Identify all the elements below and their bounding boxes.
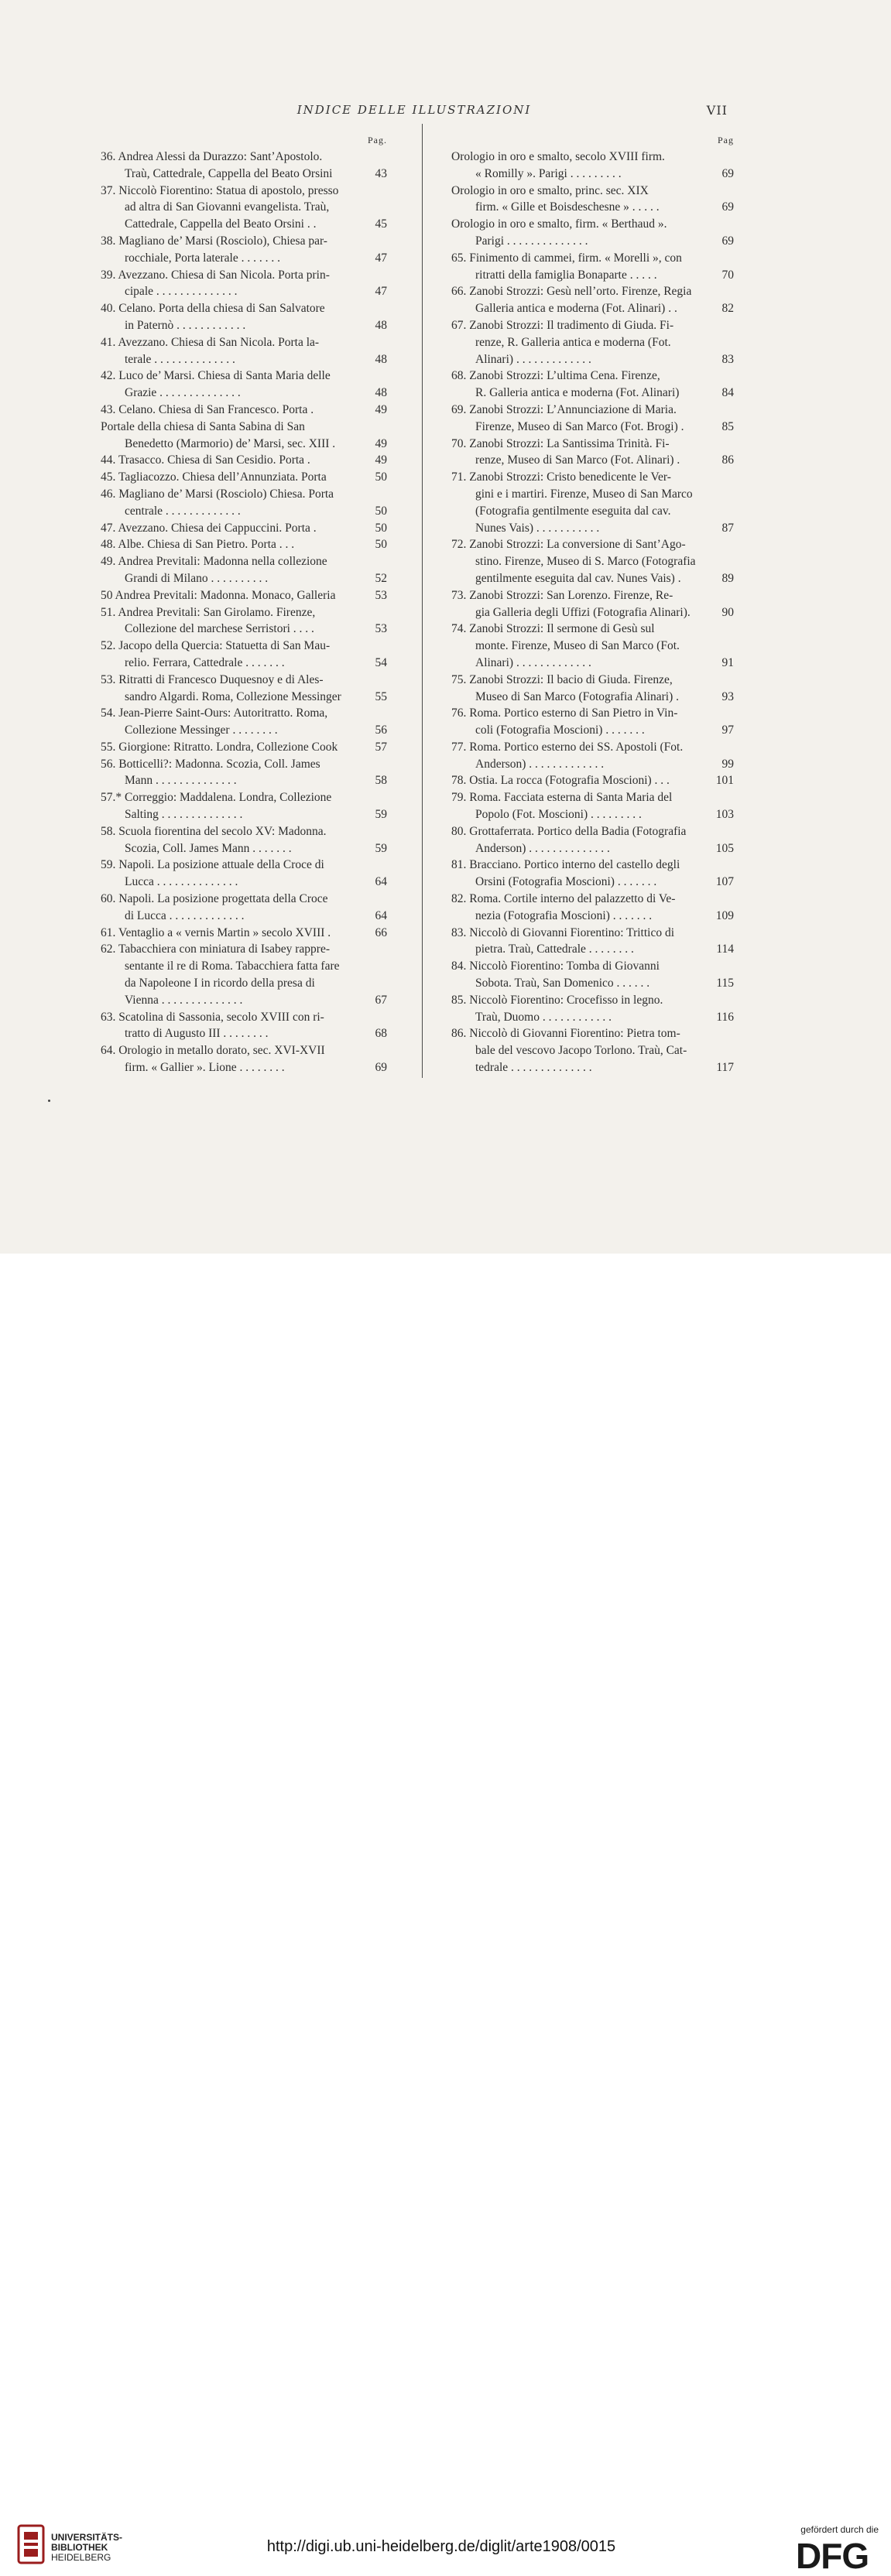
- toc-entry-line: Grandi di Milano . . . . . . . . . .: [125, 571, 269, 585]
- toc-entry-line: 54. Jean-Pierre Saint-Ours: Autoritratto. Roma,: [101, 706, 328, 720]
- footer-bar: [0, 1254, 891, 2576]
- toc-entry-line: 38. Magliano de’ Marsi (Rosciolo), Chiesa par-: [101, 234, 327, 248]
- toc-page-number: 48: [375, 386, 387, 400]
- toc-entry-line: Anderson) . . . . . . . . . . . . . .: [475, 841, 610, 855]
- toc-page-number: 87: [721, 521, 734, 535]
- toc-entry-line: 80. Grottaferrata. Portico della Badia (Fotografia: [451, 824, 687, 838]
- toc-page-number: 93: [721, 689, 734, 703]
- toc-entry-line: Alinari) . . . . . . . . . . . . .: [475, 352, 591, 366]
- toc-entry: [91, 419, 387, 453]
- toc-entry-line: tedrale . . . . . . . . . . . . . .: [475, 1061, 592, 1075]
- toc-entry-line: 79. Roma. Facciata esterna di Santa Maria del: [451, 791, 673, 805]
- toc-page-number: 43: [375, 166, 387, 180]
- university-seal-icon: [17, 2523, 45, 2566]
- toc-entry: [91, 739, 387, 756]
- toc-entry-line: 81. Bracciano. Portico interno del castello degli: [451, 858, 680, 872]
- toc-entry: [441, 1025, 734, 1076]
- left-column: [91, 132, 387, 1076]
- toc-entry-line: di Lucca . . . . . . . . . . . . .: [125, 908, 245, 922]
- toc-entry-line: Firenze, Museo di San Marco (Fot. Brogi) .: [475, 419, 684, 433]
- toc-entry-line: 45. Tagliacozzo. Chiesa dell’Annunziata. Porta: [101, 470, 327, 484]
- toc-entry: [441, 621, 734, 671]
- toc-entry-line: firm. « Gille et Boisdeschesne » . . . . .: [475, 200, 660, 214]
- toc-entry-line: 66. Zanobi Strozzi: Gesù nell’orto. Firenze, Regia: [451, 285, 692, 299]
- toc-entry-line: 74. Zanobi Strozzi: Il sermone di Gesù sul: [451, 622, 655, 636]
- toc-entry-line: Collezione del marchese Serristori . . . .: [125, 622, 314, 636]
- toc-entry-line: 64. Orologio in metallo dorato, sec. XVI-XVII: [101, 1044, 325, 1058]
- toc-entry-line: 67. Zanobi Strozzi: Il tradimento di Giuda. Fi-: [451, 318, 674, 332]
- toc-page-number: 67: [375, 993, 387, 1007]
- toc-entry-line: gia Galleria degli Uffizi (Fotografia Alinari).: [475, 605, 691, 619]
- toc-entry: [441, 925, 734, 959]
- toc-page-number: 52: [375, 571, 387, 585]
- toc-entry-line: ad altra di San Giovanni evangelista. Traù,: [125, 200, 330, 214]
- toc-page-number: 68: [375, 1027, 387, 1041]
- toc-entry: [441, 368, 734, 402]
- toc-entry: [441, 772, 734, 789]
- toc-entry-line: Lucca . . . . . . . . . . . . . .: [125, 875, 238, 889]
- toc-page-number: 66: [375, 925, 387, 939]
- toc-entry: [91, 334, 387, 368]
- toc-page-number: 97: [721, 724, 734, 737]
- toc-entry: [441, 402, 734, 436]
- toc-page-number: 53: [375, 622, 387, 636]
- toc-entry-line: terale . . . . . . . . . . . . . .: [125, 352, 235, 366]
- toc-entry-line: 65. Finimento di cammei, firm. « Morelli », con: [451, 251, 682, 265]
- university-name: [51, 2533, 122, 2563]
- toc-entry-line: Traù, Duomo . . . . . . . . . . . .: [475, 1010, 612, 1024]
- pag-label-left: Pag.: [368, 135, 387, 145]
- toc-page-number: 85: [721, 419, 734, 433]
- university-line-2: BIBLIOTHEK: [51, 2542, 108, 2553]
- university-line-1: UNIVERSITÄTS-: [51, 2532, 123, 2543]
- toc-page-number: 90: [721, 605, 734, 619]
- toc-page-number: 49: [375, 436, 387, 450]
- toc-entry-line: Sobota. Traù, San Domenico . . . . . .: [475, 977, 650, 990]
- toc-entry: [91, 486, 387, 520]
- toc-entry-line: 52. Jacopo della Quercia: Statuetta di San Mau-: [101, 639, 331, 653]
- toc-entry-line: 46. Magliano de’ Marsi (Rosciolo) Chiesa. Porta: [101, 487, 334, 501]
- toc-entry: [91, 756, 387, 790]
- toc-entry: [91, 587, 387, 604]
- toc-entry: [91, 267, 387, 301]
- toc-entry: [91, 368, 387, 402]
- toc-page-number: 49: [375, 402, 387, 416]
- toc-page-number: 50: [375, 521, 387, 535]
- toc-page-number: 50: [375, 538, 387, 552]
- toc-page-number: 48: [375, 318, 387, 332]
- toc-entry-line: « Romilly ». Parigi . . . . . . . . .: [475, 166, 622, 180]
- toc-page-number: 54: [375, 655, 387, 669]
- toc-entry: [91, 925, 387, 942]
- toc-entry: [91, 604, 387, 638]
- toc-entry: [91, 823, 387, 857]
- toc-page-number: 49: [375, 453, 387, 467]
- toc-page-number: 101: [715, 774, 734, 788]
- toc-entry-line: Galleria antica e moderna (Fot. Alinari) . .: [475, 302, 677, 316]
- toc-page-number: 56: [375, 724, 387, 737]
- right-column: [441, 132, 734, 1076]
- toc-entry: [441, 823, 734, 857]
- toc-entry-line: 40. Celano. Porta della chiesa di San Salvatore: [101, 302, 325, 316]
- toc-entry-line: 41. Avezzano. Chiesa di San Nicola. Porta la-: [101, 335, 320, 349]
- toc-entry-line: da Napoleone I in ricordo della presa di: [125, 977, 315, 990]
- toc-entry: [91, 452, 387, 469]
- toc-entry-line: 76. Roma. Portico esterno di San Pietro in Vin-: [451, 706, 678, 720]
- toc-page-number: 50: [375, 470, 387, 484]
- toc-entry: [91, 891, 387, 925]
- toc-entry-line: 47. Avezzano. Chiesa dei Cappuccini. Porta .: [101, 521, 317, 535]
- toc-entry: [91, 672, 387, 706]
- toc-entry-line: Mann . . . . . . . . . . . . . .: [125, 774, 237, 788]
- university-line-3: HEIDELBERG: [51, 2552, 111, 2563]
- toc-entry-line: 85. Niccolò Fiorentino: Crocefisso in legno.: [451, 993, 663, 1007]
- toc-page-number: 114: [716, 942, 734, 956]
- toc-entry: [91, 705, 387, 739]
- toc-entry: [91, 520, 387, 537]
- toc-entry: [441, 992, 734, 1026]
- toc-entry-line: nezia (Fotografia Moscioni) . . . . . . .: [475, 908, 653, 922]
- toc-entry-line: renze, R. Galleria antica e moderna (Fot.: [475, 335, 671, 349]
- toc-entry-line: 49. Andrea Previtali: Madonna nella collezione: [101, 555, 327, 569]
- toc-entry-line: 48. Albe. Chiesa di San Pietro. Porta . . .: [101, 538, 295, 552]
- toc-page-number: 103: [715, 808, 734, 822]
- toc-entry: [91, 553, 387, 587]
- toc-page-number: 105: [715, 841, 734, 855]
- toc-entry-line: 37. Niccolò Fiorentino: Statua di apostolo, presso: [101, 183, 339, 197]
- toc-entry-line: 84. Niccolò Fiorentino: Tomba di Giovanni: [451, 960, 660, 973]
- toc-entry-line: ritratti della famiglia Bonaparte . . . . .: [475, 268, 657, 282]
- toc-entry-line: 55. Giorgione: Ritratto. Londra, Collezione Cook: [101, 740, 338, 754]
- toc-entry: [91, 536, 387, 553]
- toc-entry-line: 72. Zanobi Strozzi: La conversione di Sant’Ago-: [451, 538, 686, 552]
- toc-entry-line: 42. Luco de’ Marsi. Chiesa di Santa Maria delle: [101, 369, 331, 383]
- toc-entry-line: sandro Algardi. Roma, Collezione Messinger: [125, 689, 341, 703]
- toc-entry-line: 70. Zanobi Strozzi: La Santissima Trinità. Fi-: [451, 436, 670, 450]
- toc-page-number: 57: [375, 740, 387, 754]
- toc-entry-line: Nunes Vais) . . . . . . . . . . .: [475, 521, 600, 535]
- column-divider: [422, 124, 423, 1078]
- toc-entry-line: 83. Niccolò di Giovanni Fiorentino: Trittico di: [451, 925, 675, 939]
- toc-entry-line: gentilmente eseguita dal cav. Nunes Vais) .: [475, 571, 681, 585]
- toc-entry-line: 71. Zanobi Strozzi: Cristo benedicente le Ver-: [451, 470, 671, 484]
- toc-page-number: 45: [375, 217, 387, 231]
- toc-entry-line: 59. Napoli. La posizione attuale della Croce di: [101, 858, 324, 872]
- toc-page-number: 99: [721, 757, 734, 771]
- toc-entry-line: Popolo (Fot. Moscioni) . . . . . . . . .: [475, 808, 642, 822]
- toc-page-number: 83: [721, 352, 734, 366]
- toc-page-number: 69: [721, 166, 734, 180]
- toc-entry-line: sentante il re di Roma. Tabacchiera fatta fare: [125, 960, 340, 973]
- toc-entry-line: Benedetto (Marmorio) de’ Marsi, sec. XIII .: [125, 436, 336, 450]
- funding-caption: gefördert durch die: [800, 2524, 879, 2535]
- toc-entry-line: (Fotografia gentilmente eseguita dal cav.: [475, 504, 671, 518]
- toc-entry-line: 63. Scatolina di Sassonia, secolo XVIII con ri-: [101, 1010, 324, 1024]
- toc-entry-line: 43. Celano. Chiesa di San Francesco. Porta .: [101, 402, 314, 416]
- toc-page-number: 64: [375, 875, 387, 889]
- toc-entry-line: coli (Fotografia Moscioni) . . . . . . .: [475, 724, 645, 737]
- toc-page-number: 47: [375, 251, 387, 265]
- toc-entry: [91, 638, 387, 672]
- dfg-logo: DFG: [796, 2536, 869, 2576]
- toc-entry: [441, 317, 734, 368]
- toc-entry: [441, 891, 734, 925]
- toc-entry: [91, 300, 387, 334]
- toc-entry: [91, 469, 387, 486]
- pag-label-right: Pag: [718, 135, 734, 145]
- toc-page-number: 107: [715, 875, 734, 889]
- toc-page-number: 116: [716, 1010, 734, 1024]
- toc-entry-line: Traù, Cattedrale, Cappella del Beato Orsini: [125, 166, 333, 180]
- toc-page-number: 109: [715, 908, 734, 922]
- toc-page-number: 69: [721, 234, 734, 248]
- toc-entry-line: Grazie . . . . . . . . . . . . . .: [125, 386, 241, 400]
- source-url[interactable]: http://digi.ub.uni-heidelberg.de/diglit/arte1908/0015: [266, 2538, 616, 2555]
- toc-page-number: 64: [375, 908, 387, 922]
- toc-entry-line: 51. Andrea Previtali: San Girolamo. Firenze,: [101, 605, 316, 619]
- toc-entry-line: Alinari) . . . . . . . . . . . . .: [475, 655, 591, 669]
- toc-entry-line: stino. Firenze, Museo di S. Marco (Fotografia: [475, 555, 696, 569]
- toc-entry: [441, 958, 734, 992]
- page-numeral: VII: [706, 103, 728, 118]
- toc-page-number: 69: [375, 1061, 387, 1075]
- toc-page-number: 48: [375, 352, 387, 366]
- toc-entry-line: 86. Niccolò di Giovanni Fiorentino: Pietra tom-: [451, 1027, 680, 1041]
- toc-entry: [91, 149, 387, 183]
- toc-entry-line: 68. Zanobi Strozzi: L’ultima Cena. Firenze,: [451, 369, 660, 383]
- toc-entry-line: cipale . . . . . . . . . . . . . .: [125, 285, 238, 299]
- running-title: INDICE DELLE ILLUSTRAZIONI: [296, 103, 532, 117]
- toc-page-number: 86: [721, 453, 734, 467]
- toc-entry-line: Collezione Messinger . . . . . . . .: [125, 724, 278, 737]
- toc-page-number: 84: [721, 386, 734, 400]
- toc-entry-line: 77. Roma. Portico esterno dei SS. Apostoli (Fot.: [451, 740, 684, 754]
- toc-entry-line: 60. Napoli. La posizione progettata della Croce: [101, 892, 328, 906]
- toc-page-number: 69: [721, 200, 734, 214]
- toc-page-number: 117: [716, 1061, 734, 1075]
- toc-entry-line: monte. Firenze, Museo di San Marco (Fot.: [475, 639, 680, 653]
- toc-entry: [441, 705, 734, 739]
- toc-entry-line: 36. Andrea Alessi da Durazzo: Sant’Apostolo.: [101, 150, 323, 163]
- toc-entry-line: Portale della chiesa di Santa Sabina di San: [101, 419, 305, 433]
- toc-page-number: 70: [721, 268, 734, 282]
- toc-entry: [441, 857, 734, 891]
- toc-entry-line: Parigi . . . . . . . . . . . . . .: [475, 234, 588, 248]
- toc-entry-line: Scozia, Coll. James Mann . . . . . . .: [125, 841, 292, 855]
- paper-speck: [48, 1100, 50, 1102]
- toc-entry-line: R. Galleria antica e moderna (Fot. Alinari): [475, 386, 680, 400]
- toc-page-number: 50: [375, 504, 387, 518]
- toc-entry-line: Anderson) . . . . . . . . . . . . .: [475, 757, 605, 771]
- toc-entry: [441, 250, 734, 284]
- toc-page-number: 115: [716, 977, 734, 990]
- toc-entry-line: Orologio in oro e smalto, princ. sec. XIX: [451, 183, 649, 197]
- toc-entry-line: 73. Zanobi Strozzi: San Lorenzo. Firenze, Re-: [451, 588, 673, 602]
- toc-page-number: 59: [375, 808, 387, 822]
- toc-entry-line: 57.* Correggio: Maddalena. Londra, Collezione: [101, 791, 332, 805]
- toc-entry: [441, 283, 734, 317]
- toc-entry: [441, 469, 734, 536]
- toc-entry-line: relio. Ferrara, Cattedrale . . . . . . .: [125, 655, 285, 669]
- toc-entry: [91, 183, 387, 233]
- toc-entry-line: Salting . . . . . . . . . . . . . .: [125, 808, 243, 822]
- toc-page-number: 89: [721, 571, 734, 585]
- toc-page-number: 91: [721, 655, 734, 669]
- toc-page-number: 59: [375, 841, 387, 855]
- toc-entry: [441, 536, 734, 587]
- toc-entry-line: 69. Zanobi Strozzi: L’Annunciazione di Maria.: [451, 402, 677, 416]
- toc-entry-line: 53. Ritratti di Francesco Duquesnoy e di Ales-: [101, 672, 324, 686]
- toc-entry-line: 78. Ostia. La rocca (Fotografia Moscioni) . . .: [451, 774, 670, 788]
- toc-entry: [91, 402, 387, 419]
- toc-entry: [441, 183, 734, 217]
- toc-entry-line: 58. Scuola fiorentina del secolo XV: Madonna.: [101, 824, 327, 838]
- toc-entry-line: bale del vescovo Jacopo Torlono. Traù, Cat-: [475, 1044, 687, 1058]
- toc-entry: [441, 789, 734, 823]
- toc-entry-line: Vienna . . . . . . . . . . . . . .: [125, 993, 243, 1007]
- toc-entry-line: Orsini (Fotografia Moscioni) . . . . . . .: [475, 875, 657, 889]
- toc-entry: [441, 587, 734, 621]
- toc-entry-line: Cattedrale, Cappella del Beato Orsini . .: [125, 217, 317, 231]
- toc-entry-line: 44. Trasacco. Chiesa di San Cesidio. Porta .: [101, 453, 310, 467]
- toc-entry: [441, 436, 734, 470]
- toc-entry-line: 75. Zanobi Strozzi: Il bacio di Giuda. Firenze,: [451, 672, 673, 686]
- toc-page-number: 55: [375, 689, 387, 703]
- toc-entry-line: 62. Tabacchiera con miniatura di Isabey rappre-: [101, 942, 331, 956]
- toc-page-number: 53: [375, 588, 387, 602]
- toc-entry-line: 50 Andrea Previtali: Madonna. Monaco, Galleria: [101, 588, 336, 602]
- toc-entry: [91, 233, 387, 267]
- toc-entry-line: firm. « Gallier ». Lione . . . . . . . .: [125, 1061, 285, 1075]
- toc-entry-line: tratto di Augusto III . . . . . . . .: [125, 1027, 269, 1041]
- toc-entry-line: 56. Botticelli?: Madonna. Scozia, Coll. James: [101, 757, 320, 771]
- toc-entry: [91, 789, 387, 823]
- toc-entry: [91, 1042, 387, 1076]
- toc-entry: [91, 1009, 387, 1043]
- toc-entry-line: rocchiale, Porta laterale . . . . . . .: [125, 251, 280, 265]
- toc-entry: [91, 857, 387, 891]
- toc-entry-line: gini e i martiri. Firenze, Museo di San Marco: [475, 487, 693, 501]
- toc-page-number: 47: [375, 285, 387, 299]
- toc-page-number: 82: [721, 302, 734, 316]
- toc-entry-line: pietra. Traù, Cattedrale . . . . . . . .: [475, 942, 634, 956]
- toc-entry: [441, 739, 734, 773]
- toc-entry-line: 61. Ventaglio a « vernis Martin » secolo XVIII .: [101, 925, 331, 939]
- toc-entry-line: Museo di San Marco (Fotografia Alinari) .: [475, 689, 680, 703]
- document-page: [0, 0, 891, 1254]
- toc-entry-line: Orologio in oro e smalto, secolo XVIII firm.: [451, 150, 665, 163]
- toc-entry: [91, 941, 387, 1008]
- toc-entry: [441, 216, 734, 250]
- toc-entry-line: 39. Avezzano. Chiesa di San Nicola. Porta prin-: [101, 268, 330, 282]
- toc-entry-line: Orologio in oro e smalto, firm. « Berthaud ».: [451, 217, 667, 231]
- toc-entry: [441, 672, 734, 706]
- toc-entry: [441, 149, 734, 183]
- toc-page-number: 58: [375, 774, 387, 788]
- toc-entry-line: in Paternò . . . . . . . . . . . .: [125, 318, 246, 332]
- toc-entry-line: centrale . . . . . . . . . . . . .: [125, 504, 241, 518]
- toc-entry-line: renze, Museo di San Marco (Fot. Alinari) .: [475, 453, 680, 467]
- toc-entry-line: 82. Roma. Cortile interno del palazzetto di Ve-: [451, 892, 676, 906]
